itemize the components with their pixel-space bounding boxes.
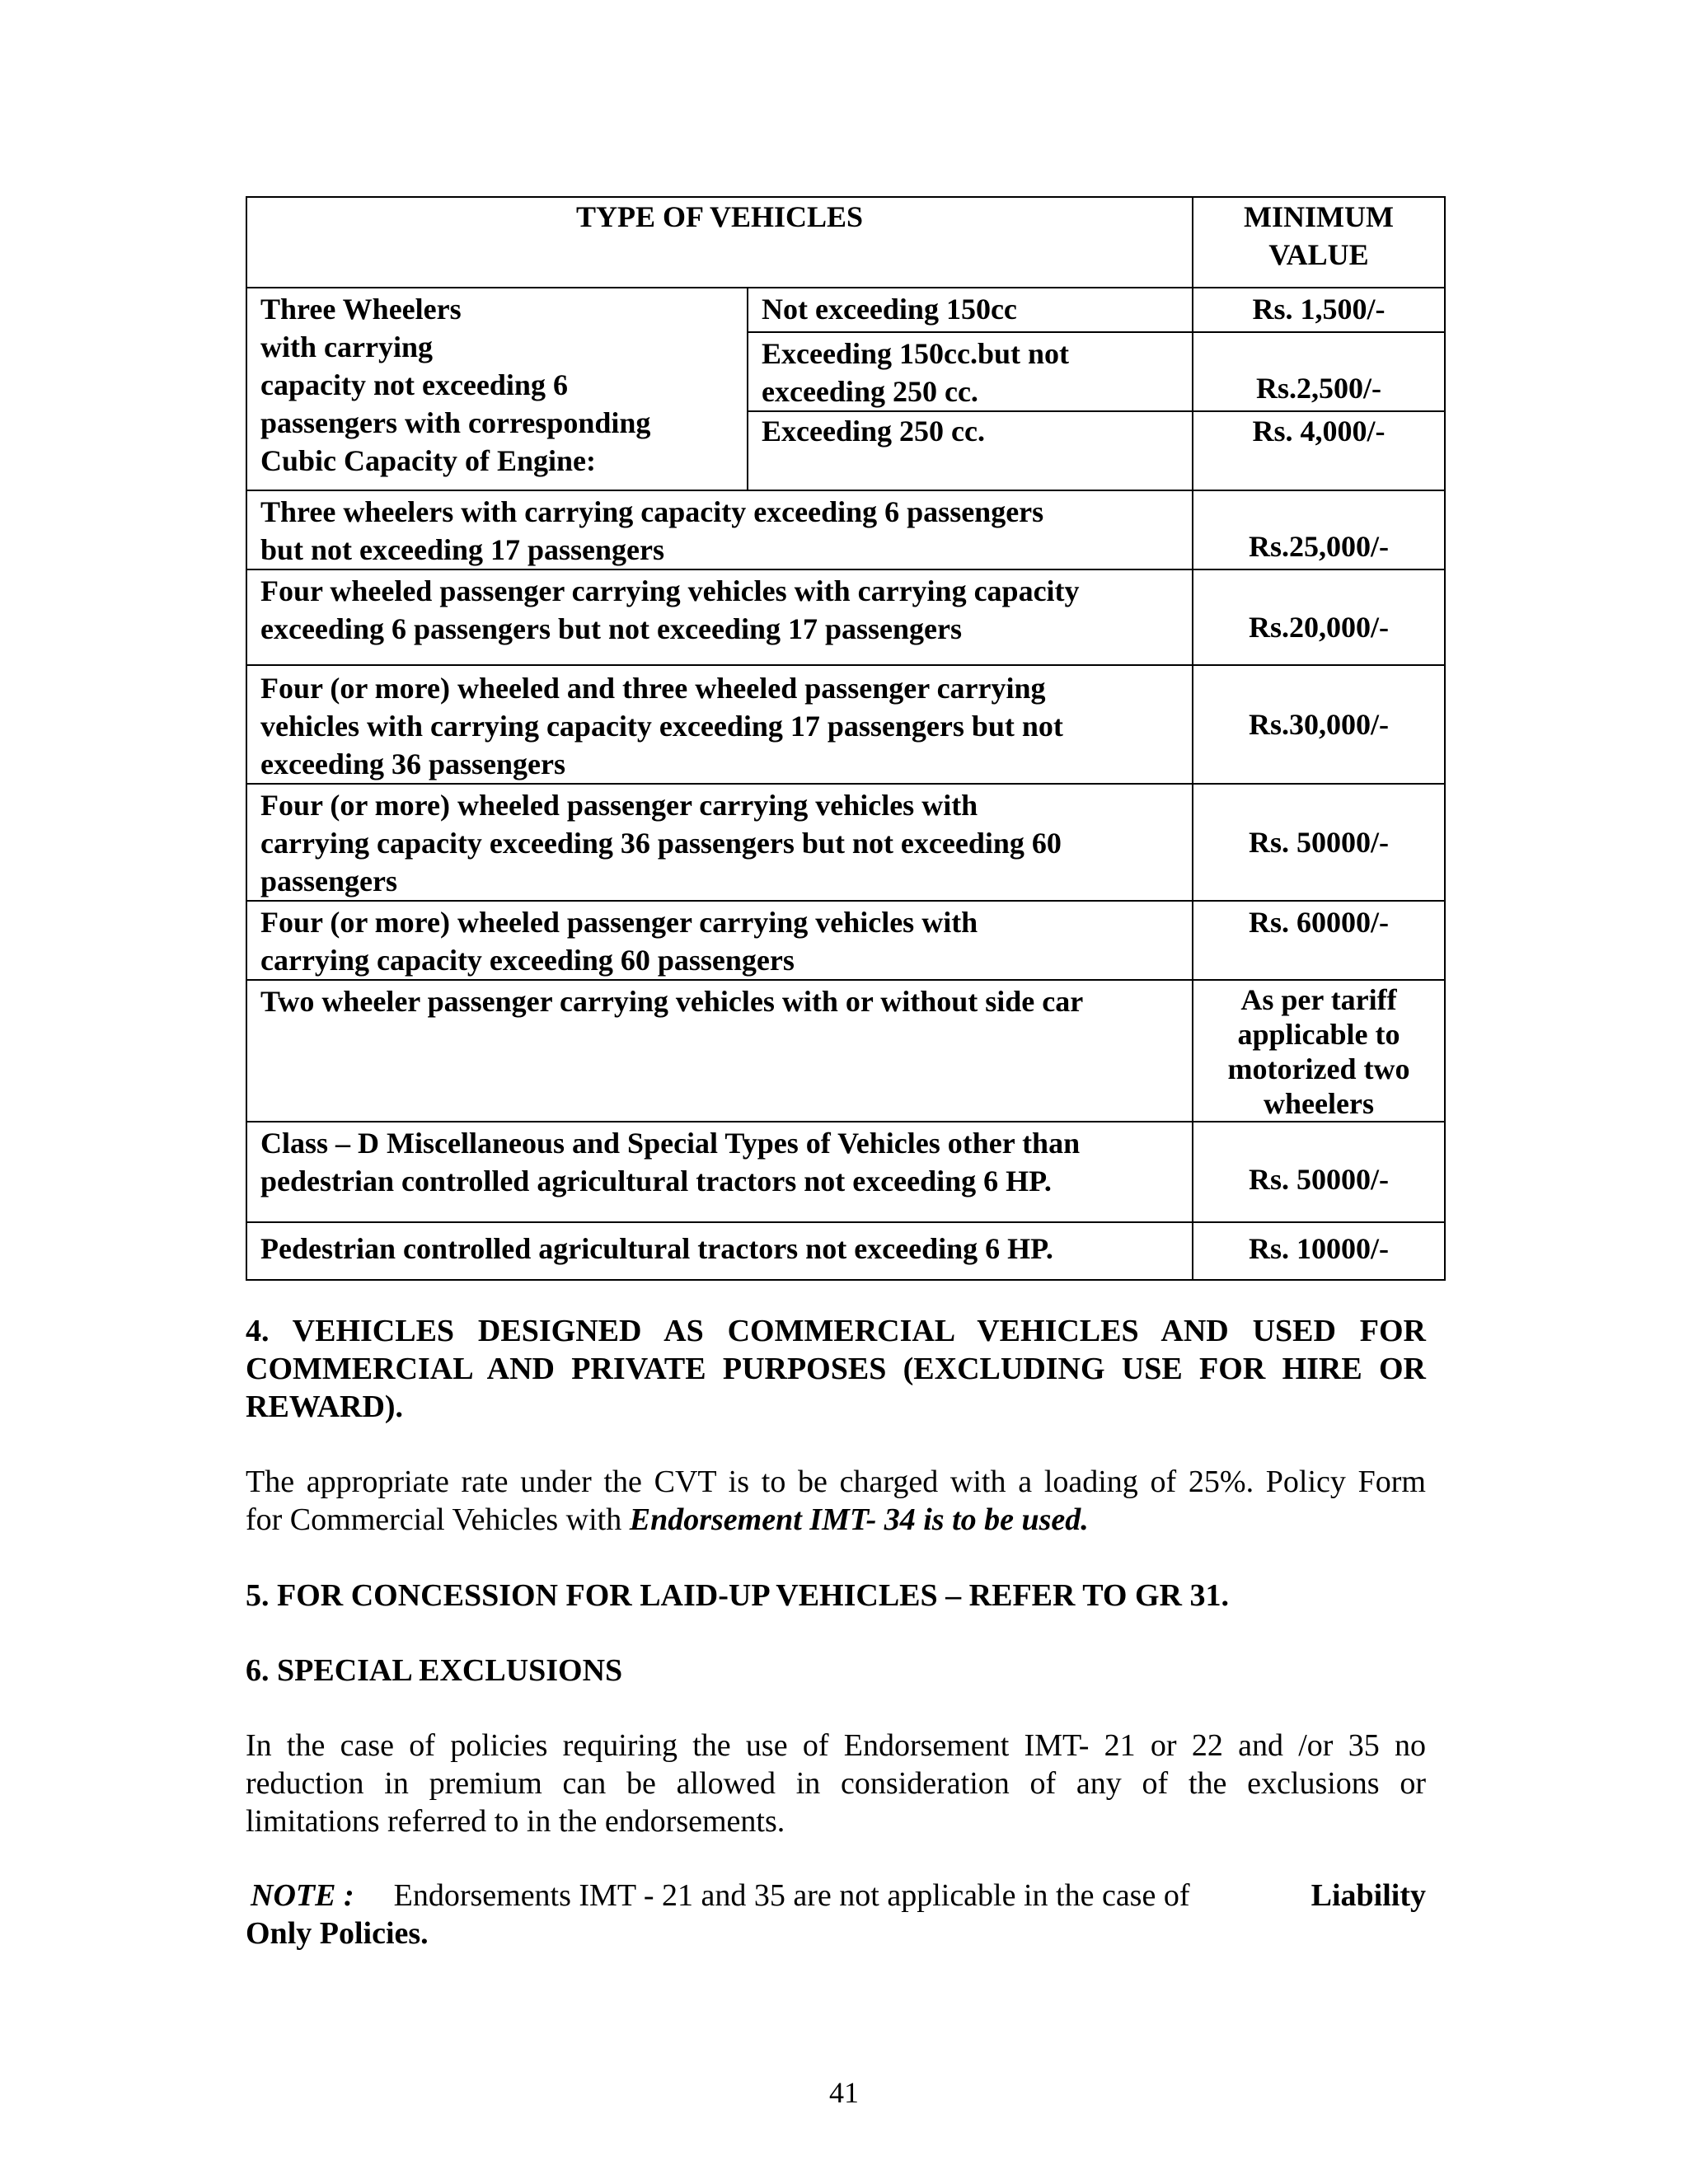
note-text-wrap: [354, 1877, 1426, 1915]
section-4-heading: [246, 1312, 1426, 1426]
table-row: [246, 665, 1445, 784]
sub-range-line: exceeding 250 cc.: [762, 375, 978, 408]
paragraph-text: for Commercial Vehicles with: [246, 1502, 630, 1537]
table-row: [246, 490, 1445, 569]
description-line: Four (or more) wheeled and three wheeled passenger carrying: [260, 672, 1046, 705]
value-cell: Rs.30,000/-: [1193, 665, 1445, 784]
note-text: Endorsements IMT - 21 and 35 are not applicable in the case of: [393, 1878, 1190, 1913]
value-cell: Rs.20,000/-: [1193, 569, 1445, 665]
sub-range-cell: Exceeding 250 cc.: [748, 411, 1193, 490]
description-line: pedestrian controlled agricultural tractors not exceeding 6 HP.: [260, 1165, 1052, 1197]
sub-range-cell: [748, 332, 1193, 411]
sub-range-cell: Not exceeding 150cc: [748, 288, 1193, 332]
description-line: but not exceeding 17 passengers: [260, 533, 665, 566]
note-emphasis: Liability: [1311, 1878, 1426, 1913]
paragraph-line: limitations referred to in the endorsements.: [246, 1804, 785, 1839]
vehicle-description-cell: [246, 1122, 1193, 1222]
vehicle-minimum-value-table: [246, 196, 1446, 1281]
table-row: [246, 1222, 1445, 1280]
header-minimum-value: [1193, 197, 1445, 288]
group-label-line: passengers with corresponding: [260, 406, 651, 439]
table-row: [246, 1122, 1445, 1222]
value-cell: Rs. 50000/-: [1193, 1122, 1445, 1222]
table-row: [246, 980, 1445, 1122]
paragraph-line: In the case of policies requiring the use of Endorsement IMT- 21 or 22 and /or 35 no: [246, 1728, 1426, 1763]
description-line: exceeding 36 passengers: [260, 748, 565, 780]
description-line: passengers: [260, 865, 398, 898]
vehicle-description-cell: [246, 784, 1193, 901]
three-wheeler-group-label: [246, 288, 748, 490]
table-header-row: [246, 197, 1445, 288]
table-row: [246, 288, 1445, 332]
value-cell: Rs.2,500/-: [1193, 332, 1445, 411]
vehicle-description-cell: [246, 490, 1193, 569]
value-cell: Rs. 10000/-: [1193, 1222, 1445, 1280]
note-label-wrap: [246, 1877, 354, 1915]
value-cell: [1193, 980, 1445, 1122]
value-cell: Rs.25,000/-: [1193, 490, 1445, 569]
description-line: exceeding 6 passengers but not exceeding 17 passengers: [260, 612, 962, 645]
section-6-paragraph: [246, 1727, 1426, 1840]
group-label-line: capacity not exceeding 6: [260, 368, 568, 401]
description-line: Four (or more) wheeled passenger carrying vehicles with: [260, 789, 978, 822]
value-cell: Rs. 50000/-: [1193, 784, 1445, 901]
value-line: applicable to: [1237, 1018, 1400, 1051]
note-block: [246, 1877, 1426, 1952]
value-line: As per tariff: [1240, 983, 1397, 1016]
description-line: Class – D Miscellaneous and Special Types of Vehicles other than: [260, 1127, 1081, 1160]
header-min-line2: VALUE: [1268, 238, 1369, 271]
value-line: motorized two: [1227, 1052, 1410, 1085]
heading-line: 4. VEHICLES DESIGNED AS COMMERCIAL VEHICLES AND USED FOR: [246, 1314, 1426, 1348]
description-line: Four wheeled passenger carrying vehicles with carrying capacity: [260, 574, 1080, 607]
description-line: Three wheelers with carrying capacity exceeding 6 passengers: [260, 495, 1044, 528]
group-label-line: Cubic Capacity of Engine:: [260, 444, 597, 477]
vehicle-description-cell: [246, 665, 1193, 784]
table-row: [246, 901, 1445, 980]
header-min-line1: MINIMUM: [1244, 200, 1394, 233]
vehicle-description-cell: Two wheeler passenger carrying vehicles with or without side car: [246, 980, 1193, 1122]
table-row: [246, 569, 1445, 665]
vehicle-description-cell: [246, 901, 1193, 980]
sub-range-line: Exceeding 150cc.but not: [762, 337, 1069, 370]
page-number: 41: [829, 2076, 859, 2109]
value-cell: Rs. 4,000/-: [1193, 411, 1445, 490]
description-line: vehicles with carrying capacity exceeding 17 passengers but not: [260, 710, 1063, 743]
note-emphasis-line2: Only Policies.: [246, 1916, 429, 1951]
section-4-paragraph: [246, 1463, 1426, 1539]
table-row: [246, 784, 1445, 901]
note-label: NOTE :: [251, 1878, 354, 1913]
value-cell: Rs. 60000/-: [1193, 901, 1445, 980]
description-line: Four (or more) wheeled passenger carrying vehicles with: [260, 906, 978, 939]
value-line: wheelers: [1264, 1087, 1374, 1120]
paragraph-line: reduction in premium can be allowed in consideration of any of the exclusions or: [246, 1766, 1426, 1801]
paragraph-line: [246, 1501, 1426, 1539]
group-label-line: Three Wheelers: [260, 293, 462, 326]
heading-line: COMMERCIAL AND PRIVATE PURPOSES (EXCLUDING USE FOR HIRE OR: [246, 1352, 1426, 1386]
note-line: [246, 1877, 1426, 1915]
paragraph-line: The appropriate rate under the CVT is to be charged with a loading of 25%. Policy Form: [246, 1465, 1426, 1499]
section-6-heading: 6. SPECIAL EXCLUSIONS: [246, 1653, 623, 1688]
description-line: carrying capacity exceeding 36 passengers but not exceeding 60: [260, 827, 1062, 860]
heading-line: REWARD).: [246, 1390, 404, 1424]
vehicle-description-cell: [246, 569, 1193, 665]
group-label-line: with carrying: [260, 330, 433, 363]
endorsement-emphasis: Endorsement IMT- 34 is to be used.: [629, 1502, 1089, 1537]
description-line: carrying capacity exceeding 60 passengers: [260, 944, 795, 977]
vehicle-description-cell: Pedestrian controlled agricultural tractors not exceeding 6 HP.: [246, 1222, 1193, 1280]
header-type-of-vehicles: TYPE OF VEHICLES: [246, 197, 1193, 288]
value-cell: Rs. 1,500/-: [1193, 288, 1445, 332]
section-5-heading: 5. FOR CONCESSION FOR LAID-UP VEHICLES – REFER TO GR 31.: [246, 1578, 1229, 1613]
